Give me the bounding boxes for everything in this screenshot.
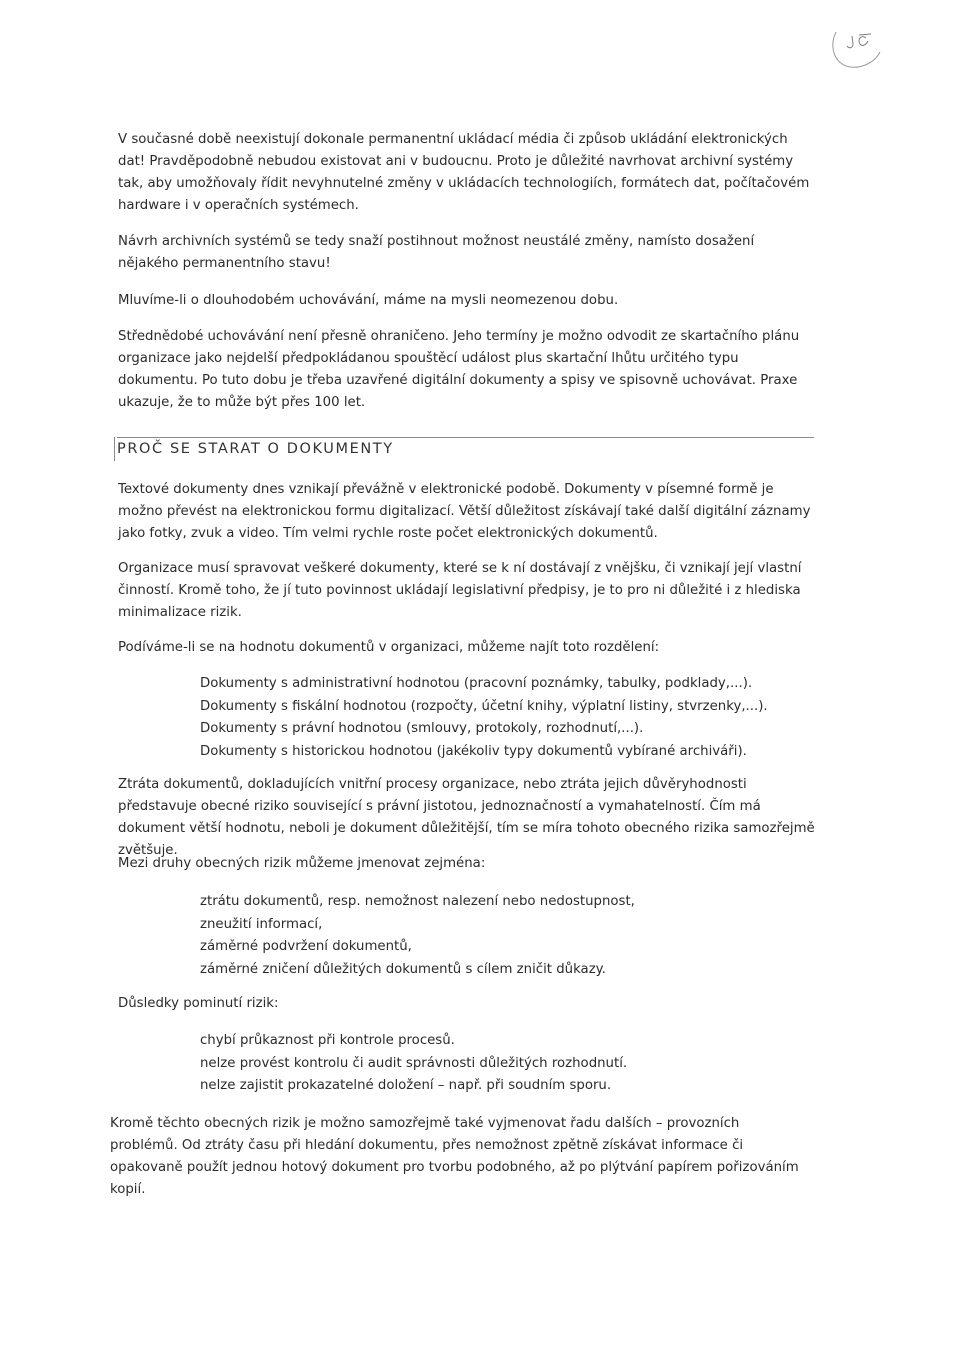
list-item: Dokumenty s fiskální hodnotou (rozpočty, účetní knihy, výplatní listiny, stvrzenky,...). [200, 698, 768, 714]
section-divider-tick [114, 437, 115, 461]
intro-paragraph-3: Mluvíme-li o dlouhodobém uchovávání, máme na mysli neomezenou dobu. [118, 293, 619, 308]
section-paragraph-1: Textové dokumenty dnes vznikají převážně v elektronické podobě. Dokumenty v písemné formě je možno převést na elektronickou formu digitalizací. Větší důležitost získávají také další digitální záznamy jako fotky, zvuk a video. Tím velmi rychle roste počet elektronických dokumentů. [118, 482, 811, 541]
section-paragraph-5: Mezi druhy obecných rizik můžeme jmenovat zejména: [118, 856, 486, 871]
handwritten-initials-signature [828, 22, 888, 72]
intro-paragraph-1: V současné době neexistují dokonale permanentní ukládací média či způsob ukládání elektronických dat! Pravděpodobně nebudou existovat ani v budoucnu. Proto je důležité navrhovat archivní systémy tak, aby umožňovaly řídit nevyhnutelné změny v ukládacích technologiích, formátech dat, počítačovém hardware i v operačních systémech. [118, 132, 810, 213]
list-item: Dokumenty s administrativní hodnotou (pracovní poznámky, tabulky, podklady,...). [200, 676, 753, 691]
section-paragraph-3: Podíváme-li se na hodnotu dokumentů v organizaci, můžeme najít toto rozdělení: [118, 640, 660, 655]
list-item: zneužití informací, [200, 916, 323, 932]
risks-list [200, 891, 840, 981]
list-item: nelze provést kontrolu či audit správnosti důležitých rozhodnutí. [200, 1055, 628, 1071]
section-paragraph-4: Ztráta dokumentů, dokladujících vnitřní procesy organizace, nebo ztráta jejich důvěryhodnosti představuje obecné riziko související s právní jistotou, jednoznačností a vymahatelností. Čím má dokument větší hodnotu, neboli je dokument důležitější, tím se míra tohoto obecného rizika samozřejmě zvětšuje. [118, 777, 815, 858]
list-item: záměrné zničení důležitých dokumentů s cílem zničit důkazy. [200, 961, 606, 977]
list-item: nelze zajistit prokazatelné doložení – např. při soudním sporu. [200, 1078, 612, 1093]
consequences-list [200, 1030, 840, 1098]
section-divider [117, 437, 814, 438]
list-item: záměrné podvržení dokumentů, [200, 939, 412, 954]
list-item: Dokumenty s právní hodnotou (smlouvy, protokoly, rozhodnutí,...). [200, 721, 644, 736]
section-paragraph-7: Kromě těchto obecných rizik je možno samozřejmě také vyjmenovat řadu dalších – provozních problémů. Od ztráty času při hledání dokumentu, přes nemožnost zpětně získávat informace či opakovaně použít jednou hotový dokument pro tvorbu podobného, až po plýtvání papírem pořizováním kopií. [110, 1116, 799, 1197]
list-item: Dokumenty s historickou hodnotou (jakékoliv typy dokumentů vybírané archiváři). [200, 743, 747, 759]
list-item: chybí průkaznost při kontrole procesů. [200, 1033, 455, 1048]
section-paragraph-6: Důsledky pominutí rizik: [118, 996, 279, 1011]
list-item: ztrátu dokumentů, resp. nemožnost nalezení nebo nedostupnost, [200, 894, 635, 909]
document-values-list [200, 673, 840, 763]
intro-paragraph-2: Návrh archivních systémů se tedy snaží postihnout možnost neustálé změny, namísto dosažení nějakého permanentního stavu! [118, 234, 755, 271]
intro-paragraph-4: Střednědobé uchovávání není přesně ohraničeno. Jeho termíny je možno odvodit ze skartačního plánu organizace jako nejdelší předpokládanou spouštěcí událost plus skartační lhůtu určitého typu dokumentu. Po tuto dobu je třeba uzavřené digitální dokumenty a spisy ve spisovně uchovávat. Praxe ukazuje, že to může být přes 100 let. [118, 329, 800, 410]
section-paragraph-2: Organizace musí spravovat veškeré dokumenty, které se k ní dostávají z vnějšku, či vznikají její vlastní činností. Kromě toho, že jí tuto povinnost ukládají legislativní předpisy, je to pro ni důležité i z hlediska minimalizace rizik. [118, 561, 802, 620]
section-heading: PROČ SE STARAT O DOKUMENTY [117, 441, 394, 457]
